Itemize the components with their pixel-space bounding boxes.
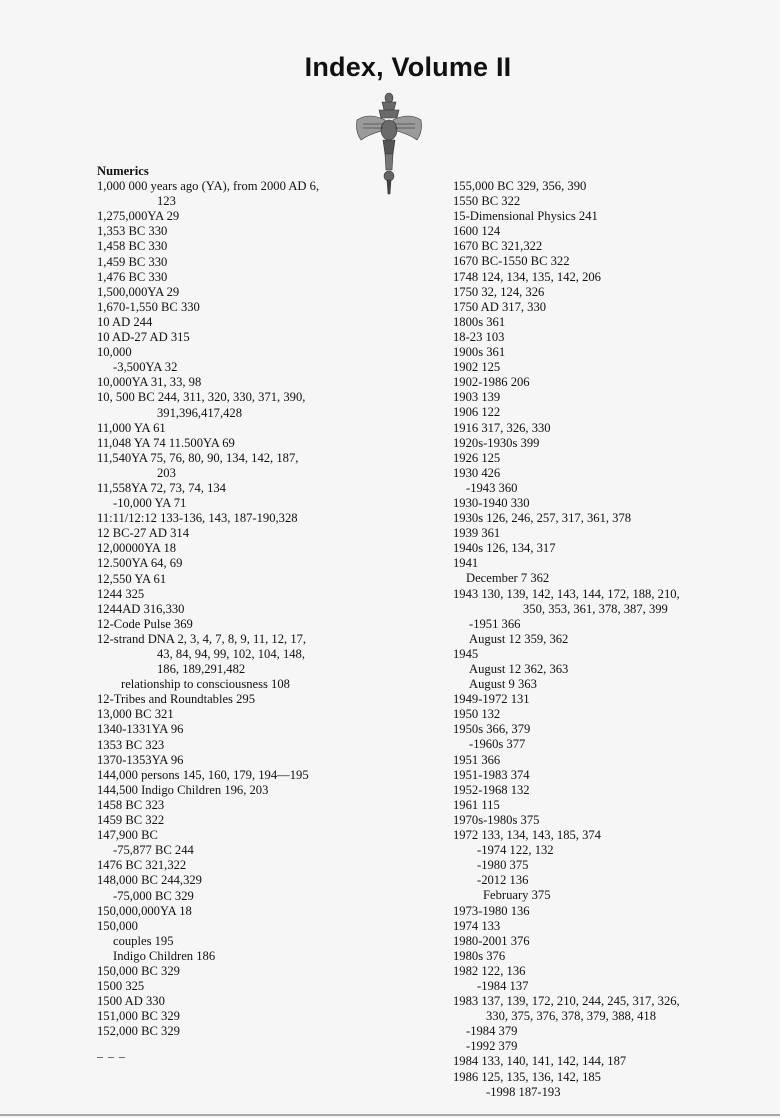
index-entry: 1670 BC 321,322 (453, 239, 543, 254)
index-entry: 10,000YA 31, 33, 98 (97, 375, 202, 390)
index-entry: 1945 (453, 646, 479, 661)
index-entry: 1916 317, 326, 330 (453, 420, 551, 435)
index-entry: 151,000 BC 329 (97, 1009, 180, 1024)
index-entry: 1800s 361 (453, 314, 506, 329)
index-entry: 12 BC-27 AD 314 (97, 526, 190, 541)
index-entry: 1370-1353YA 96 (97, 752, 184, 767)
index-entry: 1920s-1930s 399 (453, 435, 540, 450)
bottom-rule (0, 1114, 780, 1116)
index-entry: 1459 BC 322 (97, 813, 165, 828)
index-entry: 1974 133 (453, 918, 501, 933)
index-entry: -1974 122, 132 (477, 843, 554, 858)
index-entry: 150,000 BC 329 (97, 963, 180, 978)
index-entry: 1244 325 (97, 586, 145, 601)
index-entry: 10 AD-27 AD 315 (97, 330, 190, 345)
index-entry: -1992 379 (466, 1039, 518, 1054)
index-entry: -2012 136 (477, 873, 529, 888)
index-entry: 1930s 126, 246, 257, 317, 361, 378 (453, 511, 632, 526)
index-entry: February 375 (483, 888, 551, 903)
index-entry: -1984 137 (477, 978, 529, 993)
index-entry: couples 195 (113, 933, 174, 948)
index-entry: 1982 122, 136 (453, 963, 526, 978)
index-entry: 1,458 BC 330 (97, 239, 168, 254)
index-entry: 1500 AD 330 (97, 994, 165, 1009)
index-entry: 1986 125, 135, 136, 142, 185 (453, 1069, 601, 1084)
index-entry: 1,275,000YA 29 (97, 209, 180, 224)
index-entry: 123 (157, 194, 176, 209)
index-entry: 144,000 persons 145, 160, 179, 194—195 (97, 767, 309, 782)
index-entry: 1951-1983 374 (453, 767, 530, 782)
index-entry: 1,459 BC 330 (97, 254, 168, 269)
index-entry: 12-strand DNA 2, 3, 4, 7, 8, 9, 11, 12, 17, (97, 631, 307, 646)
page-title: Index, Volume II (304, 52, 512, 82)
index-entry: 10 AD 244 (97, 314, 153, 329)
index-entry: 1903 139 (453, 390, 501, 405)
index-entry: 152,000 BC 329 (97, 1024, 180, 1039)
index-entry: 1244AD 316,330 (97, 601, 185, 616)
index-entry: 1550 BC 322 (453, 194, 521, 209)
index-entry: 144,500 Indigo Children 196, 203 (97, 782, 269, 797)
index-entry: 1500 325 (97, 979, 145, 994)
index-entry: 1943 130, 139, 142, 143, 144, 172, 188, 210, (453, 586, 680, 601)
index-entry: 13,000 BC 321 (97, 707, 174, 722)
index-entry: 1476 BC 321,322 (97, 858, 187, 873)
index-entry: August 12 359, 362 (469, 631, 569, 646)
index-entry: 155,000 BC 329, 356, 390 (453, 179, 587, 193)
index-entry: 203 (157, 465, 176, 480)
index-entry: 12-Code Pulse 369 (97, 616, 193, 631)
index-entry: 1600 124 (453, 224, 501, 239)
index-entry: 1950 132 (453, 707, 501, 722)
index-entry: 18-23 103 (453, 329, 505, 344)
index-entry: -1984 379 (466, 1024, 518, 1039)
index-entry: 1970s-1980s 375 (453, 812, 540, 827)
index-entry: 350, 353, 361, 378, 387, 399 (523, 601, 668, 616)
index-entry: 12,00000YA 18 (97, 541, 177, 556)
index-entry: 1940s 126, 134, 317 (453, 541, 556, 556)
index-entry: 1748 124, 134, 135, 142, 206 (453, 269, 601, 284)
index-entry: 1973-1980 136 (453, 903, 530, 918)
index-entry: 1984 133, 140, 141, 142, 144, 187 (453, 1054, 627, 1069)
index-entry: 186, 189,291,482 (157, 662, 246, 677)
index-entry: 1950s 366, 379 (453, 722, 531, 737)
index-entry: 1750 32, 124, 326 (453, 284, 545, 299)
index-entry: 1952-1968 132 (453, 782, 530, 797)
index-entry: 11:11/12:12 133-136, 143, 187-190,328 (97, 511, 298, 526)
index-entry: 1926 125 (453, 450, 501, 465)
index-entry: 1961 115 (453, 797, 500, 812)
index-entry: 1972 133, 134, 143, 185, 374 (453, 828, 601, 843)
index-entry: 1750 AD 317, 330 (453, 299, 547, 314)
section-heading: Numerics (97, 164, 149, 178)
index-entry: 1906 122 (453, 405, 501, 420)
index-entry: -1951 366 (469, 616, 521, 631)
index-entry: 1941 (453, 556, 479, 571)
index-entry: -10,000 YA 71 (113, 496, 187, 511)
index-column-left (97, 164, 437, 1039)
index-entry: -1943 360 (466, 480, 518, 495)
index-entry: 1902 125 (453, 360, 501, 375)
footer-mark: – – – (97, 1049, 126, 1063)
index-entry: -3,500YA 32 (113, 360, 178, 375)
index-entry: August 9 363 (469, 677, 537, 692)
index-entry: 1458 BC 323 (97, 797, 165, 812)
index-entry: -75,877 BC 244 (113, 843, 194, 858)
index-entry: -1998 187-193 (486, 1084, 561, 1099)
index-entry: 1,476 BC 330 (97, 269, 168, 284)
index-entry: 1939 361 (453, 526, 501, 541)
index-entry: 147,900 BC (97, 828, 158, 843)
index-entry: relationship to consciousness 108 (121, 677, 290, 692)
index-entry: 11,540YA 75, 76, 80, 90, 134, 142, 187, (97, 450, 299, 465)
index-entry: 1670 BC-1550 BC 322 (453, 254, 570, 269)
index-entry: 10,000 (97, 345, 132, 360)
index-entry: 148,000 BC 244,329 (97, 873, 202, 888)
index-entry: 1951 366 (453, 752, 501, 767)
index-entry: 12,550 YA 61 (97, 571, 167, 586)
index-entry: 1,670-1,550 BC 330 (97, 299, 200, 314)
index-entry: 1,353 BC 330 (97, 224, 168, 239)
index-entry: December 7 362 (466, 571, 550, 586)
index-entry: 1900s 361 (453, 345, 506, 360)
index-entry: August 12 362, 363 (469, 662, 569, 676)
index-entry: 1949-1972 131 (453, 692, 530, 707)
index-entry: 12-Tribes and Roundtables 295 (97, 692, 255, 707)
index-entry: 10, 500 BC 244, 311, 320, 330, 371, 390, (97, 390, 306, 405)
index-entry: 1930 426 (453, 465, 501, 480)
index-entry: 330, 375, 376, 378, 379, 388, 418 (486, 1009, 657, 1024)
index-entry: -1960s 377 (469, 737, 526, 752)
index-entry: 1353 BC 323 (97, 737, 165, 752)
index-entry: 391,396,417,428 (157, 405, 243, 420)
index-entry: 1,500,000YA 29 (97, 284, 180, 299)
index-entry: 11,558YA 72, 73, 74, 134 (97, 480, 226, 495)
index-entry: 1340-1331YA 96 (97, 722, 184, 737)
index-entry: -75,000 BC 329 (113, 888, 194, 903)
index-entry: 150,000,000YA 18 (97, 903, 192, 918)
index-entry: 15-Dimensional Physics 241 (453, 209, 598, 224)
index-entry: -1980 375 (477, 858, 529, 873)
index-entry: 150,000 (97, 918, 138, 933)
index-entry: Indigo Children 186 (113, 948, 216, 963)
index-entry: 11,048 YA 74 11.500YA 69 (97, 435, 235, 450)
index-entry: 11,000 YA 61 (97, 420, 166, 435)
index-entry: 1980-2001 376 (453, 933, 530, 948)
index-entry: 1,000 000 years ago (YA), from 2000 AD 6, (97, 179, 320, 194)
index-entry: 1902-1986 206 (453, 375, 530, 390)
index-entry: 1930-1940 330 (453, 495, 530, 510)
index-column-right (453, 179, 773, 1100)
index-entry: 43, 84, 94, 99, 102, 104, 148, (157, 647, 305, 661)
index-entry: 1983 137, 139, 172, 210, 244, 245, 317, 326, (453, 994, 680, 1009)
index-entry: 12.500YA 64, 69 (97, 556, 183, 571)
index-entry: 1980s 376 (453, 948, 506, 963)
